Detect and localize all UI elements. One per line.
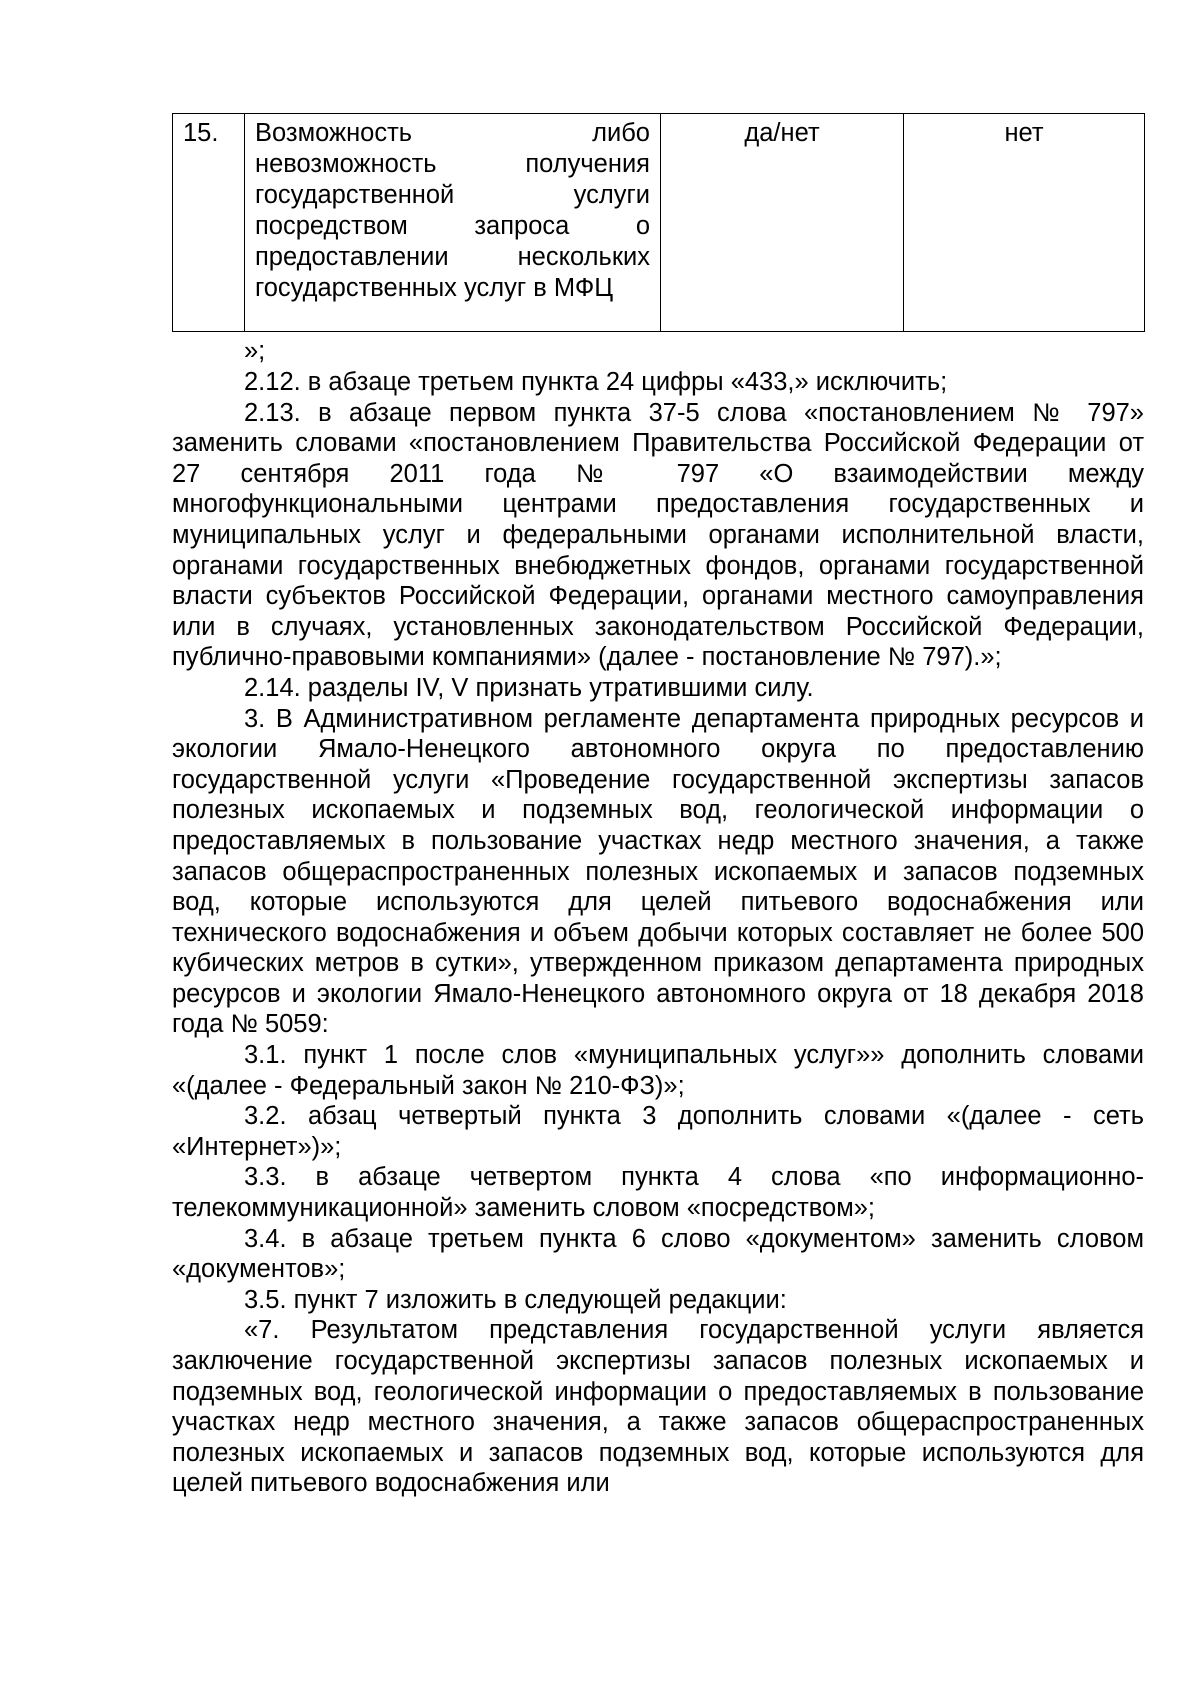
document-body <box>172 336 1144 1499</box>
value-cell: нет <box>904 114 1145 332</box>
row-number-cell: 15. <box>173 114 245 332</box>
paragraph: 2.12. в абзаце третьем пункта 24 цифры «433,» исключить; <box>244 368 948 396</box>
paragraph: 3. В Административном регламенте департамента природных ресурсов и экологии Ямало-Ненецкого автономного округа по предоставлению государственной услуги «Проведение государственной экспертизы запасов полезных ископаемых и подземных вод, геологической информации о предоставляемых в пользование участках недр местного значения, а также запасов общераспространенных полезных ископаемых и запасов подземных вод, которые используются для целей питьевого водоснабжения или технического водоснабжения и объем добычи которых составляет не более 500 кубических метров в сутки», утвержденном приказом департамента природных ресурсов и экологии Ямало-Ненецкого автономного округа от 18 декабря 2018 года № 5059: <box>172 704 1144 1039</box>
paragraph: 3.3. в абзаце четвертом пункта 4 слова «по информационно-телекоммуникационной» заменить словом «посредством»; <box>172 1163 1144 1223</box>
paragraph: 3.2. абзац четвертый пункта 3 дополнить словами «(далее - сеть «Интернет»)»; <box>172 1102 1144 1161</box>
paragraph: «7. Результатом представления государственной услуги является заключение государственной экспертизы запасов полезных ископаемых и подземных вод, геологической информации о предоставляемых в пользование участках недр местного значения, а также запасов общераспространенных полезных ископаемых и запасов подземных вод, которые используются для целей питьевого водоснабжения или <box>172 1316 1144 1498</box>
unit-cell: да/нет <box>661 114 904 332</box>
paragraph: 2.13. в абзаце первом пункта 37-5 слова «постановлением № 797» заменить словами «постановлением Правительства Российской Федерации от 27 сентября 2011 года № 797 «О взаимодействии между многофункциональными центрами предоставления государственных и муниципальных услуг и федеральными органами исполнительной власти, органами государственных внебюджетных фондов, органами государственной власти субъектов Российской Федерации, органами местного самоуправления или в случаях, установленных законодательством Российской Федерации, публично-правовыми компаниями» (далее - постановление № 797).»; <box>172 398 1144 672</box>
indicators-table <box>172 113 1145 332</box>
paragraph: 2.14. разделы IV, V признать утратившими силу. <box>244 673 814 702</box>
table-row <box>173 114 1145 332</box>
paragraph: 3.4. в абзаце третьем пункта 6 слово «документом» заменить словом «документов»; <box>172 1224 1144 1284</box>
paragraph: 3.5. пункт 7 изложить в следующей редакции: <box>244 1285 787 1314</box>
paragraph: 3.1. пункт 1 после слов «муниципальных услуг»» дополнить словами «(далее - Федеральный закон № 210-ФЗ)»; <box>172 1041 1144 1100</box>
indicator-name-cell: Возможность либо невозможность получения государственной услуги посредством запроса о предоставлении нескольких государственных услуг в МФЦ <box>245 114 661 332</box>
table-closing-quote: »; <box>244 337 266 365</box>
